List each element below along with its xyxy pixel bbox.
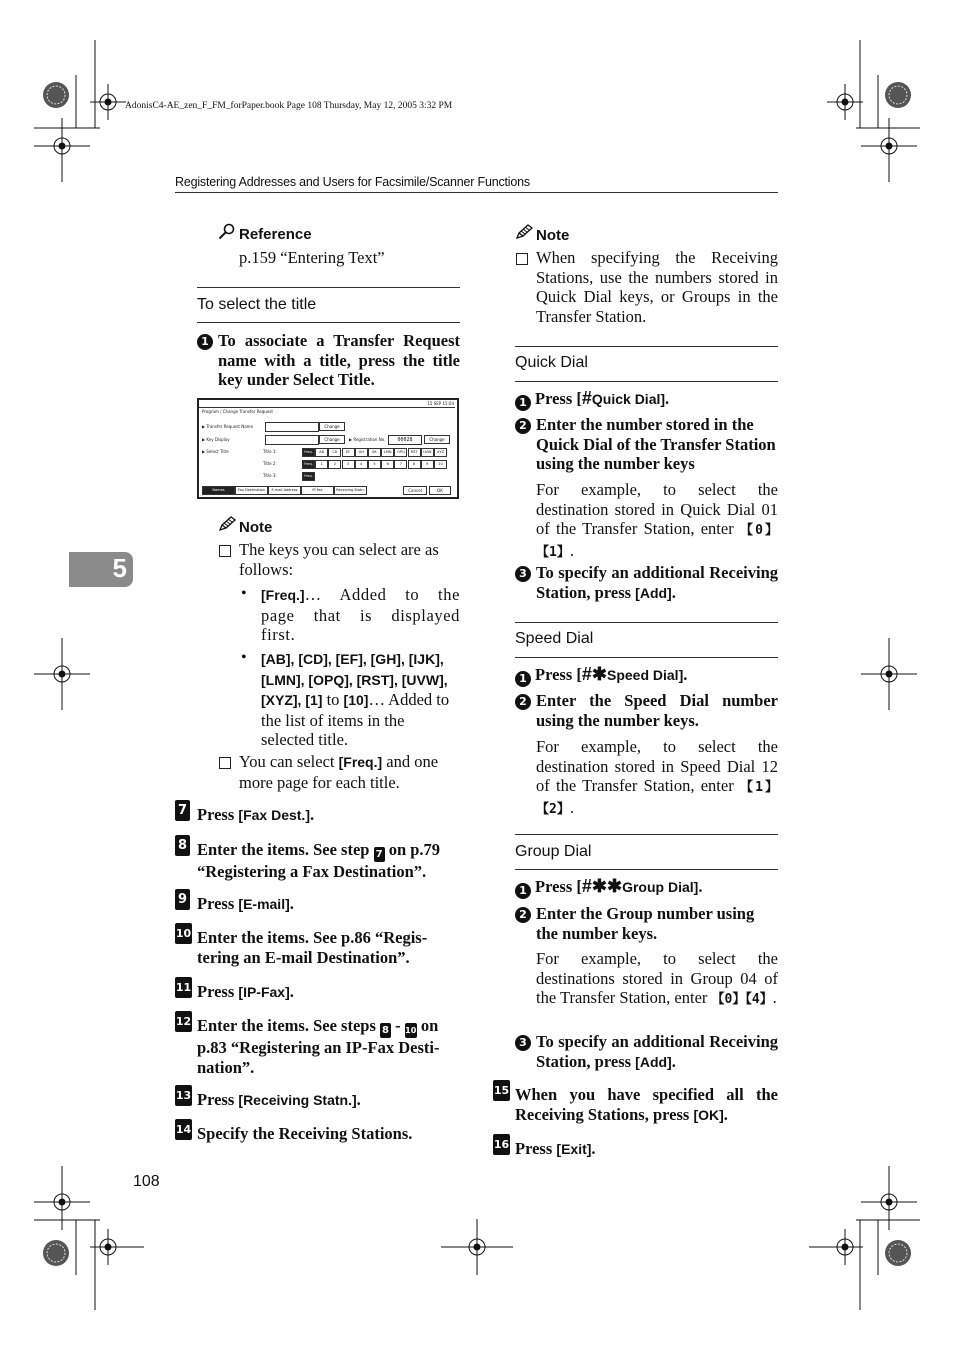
bullet-2-text: … Added to the list of items in the selected title. [261,690,450,749]
speed-step-2 [515,691,778,730]
quick-step-1 [515,389,778,411]
speed-title: Speed Dial [515,630,594,647]
quick-example [536,480,778,562]
screen-tab: E-mail Address [268,486,301,495]
period: . [772,988,777,1007]
step-text [515,1080,778,1125]
note-item-1 [218,540,460,579]
step-16 [493,1134,778,1160]
group-example-text: For example, to select the destinations stored in Group 04 of the Transfer Station, enter [536,949,778,1007]
screen-key: UVW [421,448,434,457]
step-text-3: p.83 “Registering an IP-Fax Desti- [197,1038,440,1057]
group-step-1 [515,877,778,899]
step-text [197,1011,460,1077]
substep-number: 1 [515,395,531,411]
screen-key: IJK [368,448,381,457]
screen-key: EF [342,448,355,457]
group-s1-key: Group Dial] [622,879,699,895]
period: . [671,582,676,602]
step-14 [175,1119,460,1144]
group-title: Group Dial [515,843,592,860]
bullet-1-key: [Freq.] [261,587,305,603]
step-text [197,889,460,915]
screen-regno: 00028 [388,435,422,445]
screen-change-1: Change [319,422,345,431]
screen-key: 6 [381,460,394,469]
group-example [536,949,778,1010]
hash-star-star-icon: #✱✱ [581,876,623,896]
screen-key: 7 [394,460,407,469]
step-text [197,923,460,967]
step-post: . [309,805,315,824]
header-rule [175,192,778,193]
step-15-text: When you have specified all the Receiving Stations, press [515,1085,778,1124]
step-13 [175,1085,460,1111]
screen-key: AB [315,448,328,457]
checkbox-icon [516,253,528,265]
note-item-2-pre: You can select [239,752,335,771]
substep-number: 2 [515,694,531,710]
quick-step-3 [515,563,778,603]
step-7 [175,800,460,826]
screen-key: CD [328,448,341,457]
quick-example-text: For example, to select the destination stored in Quick Dial 01 of the Transfer Station, enter [536,480,778,538]
screen-title2-label: Title 2: [263,461,277,466]
speed-s2-text: Enter the Speed Dial number using the number keys. [536,691,778,730]
step-number: 8 [175,835,190,856]
bullet-1-text: … Added to the page that is displayed first. [261,585,460,644]
screen-clock: 15 SEP 15:04 [427,401,454,406]
step-12 [175,1011,460,1077]
step-text-1: Enter the items. See p.86 “Regis- [197,928,428,947]
screen-key: LMN [381,448,394,457]
step-10 [175,923,460,967]
group-s3-text: To specify an additional Receiving Station, press [536,1032,778,1071]
quick-s3-text: To specify an additional Receiving Station, press [536,563,778,602]
screen-illustration [197,398,459,499]
screen-tab: IP-Fax [301,486,334,495]
speed-rule-top [515,622,778,623]
step-pre: Press [197,982,235,1001]
screen-row3-label: ▶ Select Title [202,449,229,454]
step-pre: Press [197,894,235,913]
screen-key: 3 [342,460,355,469]
screen-key: 4 [355,460,368,469]
speed-s1-post: . [683,665,688,684]
step-post: . [356,1090,361,1109]
speed-example [536,737,778,819]
step-key: [E-mail] [238,896,290,912]
substep-1 [197,331,460,390]
screen-tab: Fax Destination [235,486,268,495]
screen-key: 10 [434,460,447,469]
quick-s1-post: . [665,389,670,408]
quick-example-keys: 【0】【1】 [536,523,779,560]
substep-number: 3 [515,566,531,582]
step-pre: Press [197,805,235,824]
group-step-2 [515,904,778,943]
step-text-1: Enter the items. See step [197,840,370,859]
step-text: Specify the Receiving Stations. [197,1124,413,1143]
step-pre: Press [197,1090,235,1109]
period: . [671,1051,676,1071]
quick-s1-pre: Press [ [535,389,582,408]
note-right-item [515,248,778,326]
step-number: 14 [175,1119,192,1140]
step-number: 16 [493,1134,510,1155]
quick-title: Quick Dial [515,354,588,371]
step-8 [175,835,460,882]
step-ref: 7 [374,847,385,862]
file-info: AdonisC4-AE_zen_F_FM_forPaper.book Page 108 Thursday, May 12, 2005 3:32 PM [125,101,453,111]
step-9 [175,889,460,915]
step-key: [IP-Fax] [238,984,290,1000]
screen-cancel: Cancel [403,486,427,495]
screen-key: 5 [368,460,381,469]
screen-key: Freq. [302,460,315,469]
screen-change-2: Change [319,435,345,444]
screen-regno-label: ▶ Registration No. [349,437,386,442]
screen-key: 1 [315,460,328,469]
step-text-4: nation”. [197,1057,255,1077]
screen-key: 9 [421,460,434,469]
screen-row1-label: ▶ Transfer Request Name [202,424,254,429]
step-key: [Receiving Statn.] [238,1092,357,1108]
screen-key: GH [355,448,368,457]
bullet-1 [261,585,460,645]
group-example-keys: 【0】【4】 [711,992,773,1007]
reference-label: Reference [239,226,312,243]
group-s1-pre: Press [ [535,877,582,896]
bullet-2 [261,649,460,750]
substep-text: To associate a Transfer Request name with a title, press the title key under Select Title. [218,331,460,389]
group-rule-top [515,834,778,835]
note-label: Note [239,519,273,536]
bullet-2-keys: [AB], [CD], [EF], [GH], [IJK], [LMN], [OPQ], [RST], [UVW], [XYZ], [1] [261,651,448,708]
screen-title: Program / Change Transfer Request [202,409,273,414]
group-s3 [536,1032,778,1072]
speed-s1-key: Speed Dial] [606,667,684,683]
substep-number: 1 [197,334,213,350]
group-s2-text: Enter the Group number using the number keys. [536,904,755,943]
step-post: . [289,894,294,913]
substep-number: 1 [515,671,531,687]
step-text-2: on [420,1016,439,1035]
screen-title3-label: Title 3: [263,473,277,478]
step-number: 15 [493,1080,510,1101]
step-number: 10 [175,923,192,944]
screen-tab: Names [202,486,235,495]
period: . [569,797,574,817]
substep-number: 3 [515,1035,531,1051]
section-rule-bottom [197,322,460,323]
hash-star-icon: #✱ [581,664,607,684]
speed-step-1 [515,665,778,687]
step-15-key: [OK] [693,1106,724,1123]
bullet-2-key-end: [10] [343,692,369,708]
screen-title1-label: Title 1: [263,449,277,454]
step-ref-a: 8 [380,1023,391,1038]
quick-step-2 [515,415,778,474]
step-number: 9 [175,889,190,910]
quick-rule-top [515,346,778,347]
step-text [515,1134,778,1160]
screen-ok: OK [429,486,451,495]
step-text-1: Enter the items. See steps [197,1016,376,1035]
screen-row2-label: ▶ Key Display [202,437,230,442]
screen-key: Freq. [302,472,315,481]
step-15 [493,1080,778,1125]
substep-number: 2 [515,418,531,434]
step-post: . [289,982,294,1001]
step-text-2: tering an E-mail Destination”. [197,947,410,967]
section-rule-top [197,287,460,288]
period: . [591,1139,596,1158]
screen-key: XYZ [434,448,447,457]
step-number: 7 [175,800,190,821]
group-s1-post: . [698,877,703,896]
speed-example-keys: 【1】【2】 [536,780,779,817]
checkbox-icon [219,757,231,769]
quick-rule-bottom [515,381,778,382]
bullet-2-to: to [326,690,340,709]
section-title: To select the title [197,296,317,313]
step-16-pre: Press [515,1139,553,1158]
step-dash: - [395,1016,401,1035]
screen-key: 2 [328,460,341,469]
note-item-2-post: and one more page for each title. [239,752,439,792]
chapter-number: 5 [112,553,127,583]
step-text-2: on p.79 [388,840,441,859]
screen-key: RST [408,448,421,457]
quick-s3 [536,563,778,603]
note-item-1-text: The keys you can select are as follows: [239,540,439,579]
pencil-icon [218,516,236,532]
step-text [197,835,460,882]
quick-s2-text: Enter the number stored in the Quick Dial of the Transfer Station using the number keys [536,415,776,473]
screen-key: 8 [408,460,421,469]
page-number: 108 [133,1173,160,1190]
note-item-2 [218,752,460,792]
note-item-2-text [239,752,460,792]
step-text-3: “Registering a Fax Destination”. [197,862,427,881]
step-ref-b: 10 [405,1023,417,1038]
bullet-icon: • [241,585,247,602]
speed-s1-pre: Press [ [535,665,582,684]
quick-s1-key: Quick Dial] [591,391,666,407]
note-right-text: When specifying the Receiving Stations, use the numbers stored in Quick Dial keys, or Groups in the Transfer Station. [536,248,778,326]
pencil-icon [515,224,533,240]
running-title: Registering Addresses and Users for Facsimile/Scanner Functions [175,175,530,189]
group-step-3 [515,1032,778,1072]
chapter-tab [69,552,133,587]
note-item-2-key: [Freq.] [338,754,383,770]
quick-s3-key: [Add] [635,584,672,601]
step-text [197,977,460,1003]
step-11 [175,977,460,1003]
screen-key: Freq. [302,448,315,457]
step-number: 11 [175,977,192,998]
period: . [723,1104,728,1124]
speed-example-text: For example, to select the destination stored in Speed Dial 12 of the Transfer Station, enter [536,737,778,795]
step-text [197,800,460,826]
step-key: [Fax Dest.] [238,807,310,823]
reference-text: p.159 “Entering Text” [239,248,385,267]
note-label: Note [536,227,570,244]
step-16-key: [Exit] [556,1141,592,1157]
period: . [569,540,574,560]
group-rule-bottom [515,869,778,870]
screen-tab: Receiving Statn. [334,486,367,495]
screen-change-3: Change [424,435,450,444]
bullet-icon: • [241,649,247,666]
step-number: 12 [175,1011,192,1032]
substep-number: 2 [515,907,531,923]
group-s3-key: [Add] [635,1053,672,1070]
step-number: 13 [175,1085,192,1106]
screen-key: OPQ [394,448,407,457]
checkbox-icon [219,545,231,557]
hash-icon: # [581,388,592,408]
substep-number: 1 [515,883,531,899]
magnifier-icon [218,223,236,241]
speed-rule-bottom [515,657,778,658]
step-text [197,1085,460,1111]
